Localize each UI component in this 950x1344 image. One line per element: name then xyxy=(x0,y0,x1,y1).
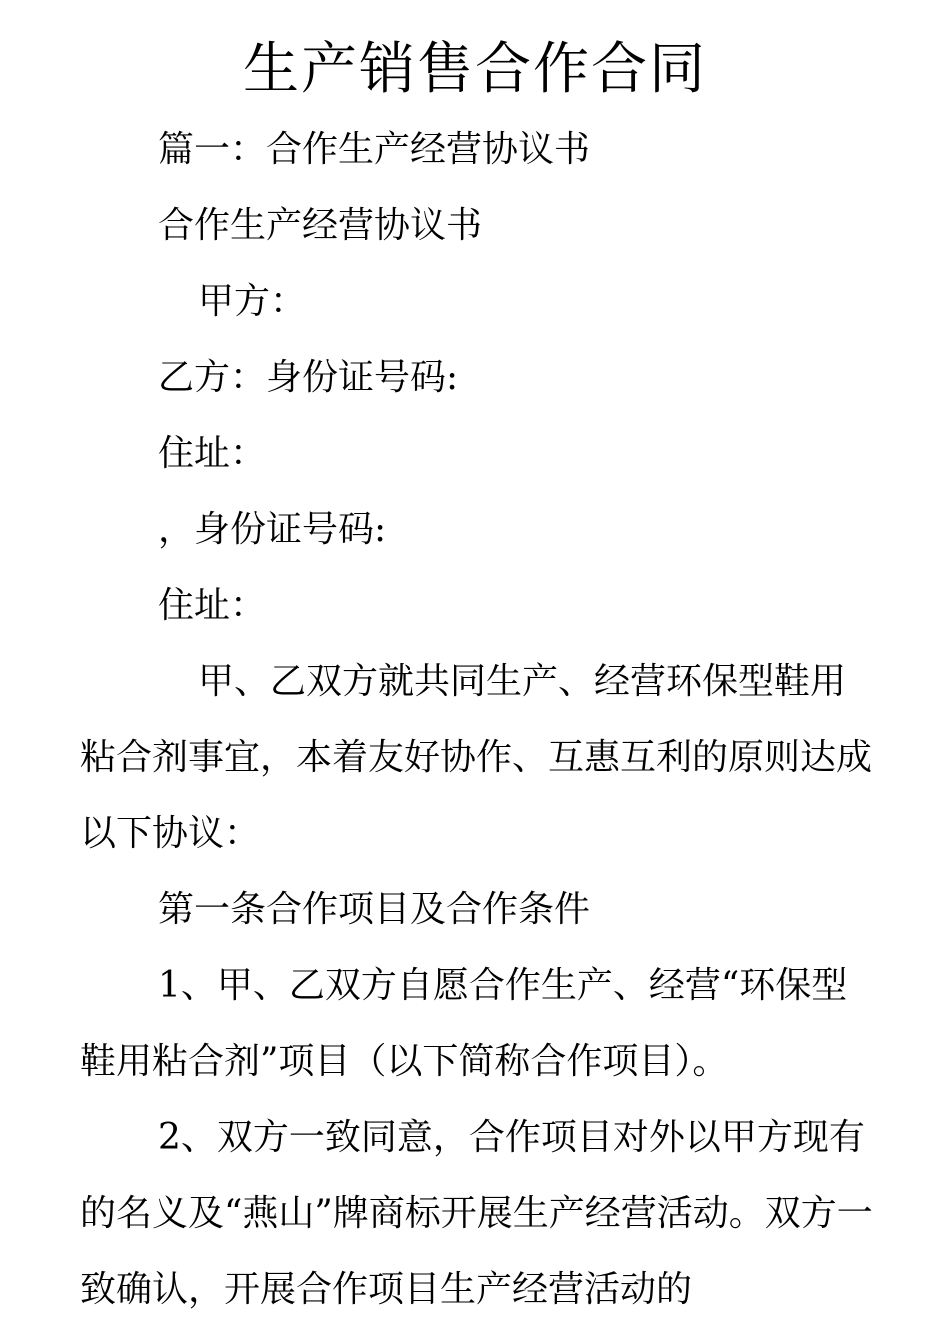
paragraph-party-b-id: 乙方：身份证号码: xyxy=(158,357,459,398)
paragraph-section-heading: 篇一：合作生产经营协议书 xyxy=(158,129,591,170)
paragraph-party-a: 甲方： xyxy=(198,281,307,322)
document-title: 生产销售合作合同 xyxy=(243,37,707,102)
paragraph-id-number: ，身份证号码: xyxy=(158,509,387,550)
paragraph-article-one: 第一条合作项目及合作条件 xyxy=(158,889,591,930)
document-body xyxy=(80,112,880,1328)
paragraph-address-2: 住址： xyxy=(158,585,267,626)
paragraph-clause-1: 1、甲、乙双方自愿合作生产、经营“环保型鞋用粘合剂”项目（以下简称合作项目）。 xyxy=(80,965,848,1082)
paragraph-address-1: 住址： xyxy=(158,433,267,474)
paragraph-preamble: 甲、乙双方就共同生产、经营环保型鞋用粘合剂事宜，本着友好协作、互惠互利的原则达成以下协议： xyxy=(80,661,873,854)
paragraph-clause-2: 2、双方一致同意，合作项目对外以甲方现有的名义及“燕山”牌商标开展生产经营活动。双方一致确认，开展合作项目生产经营活动的 xyxy=(80,1117,873,1310)
paragraph-agreement-title: 合作生产经营协议书 xyxy=(158,205,483,246)
